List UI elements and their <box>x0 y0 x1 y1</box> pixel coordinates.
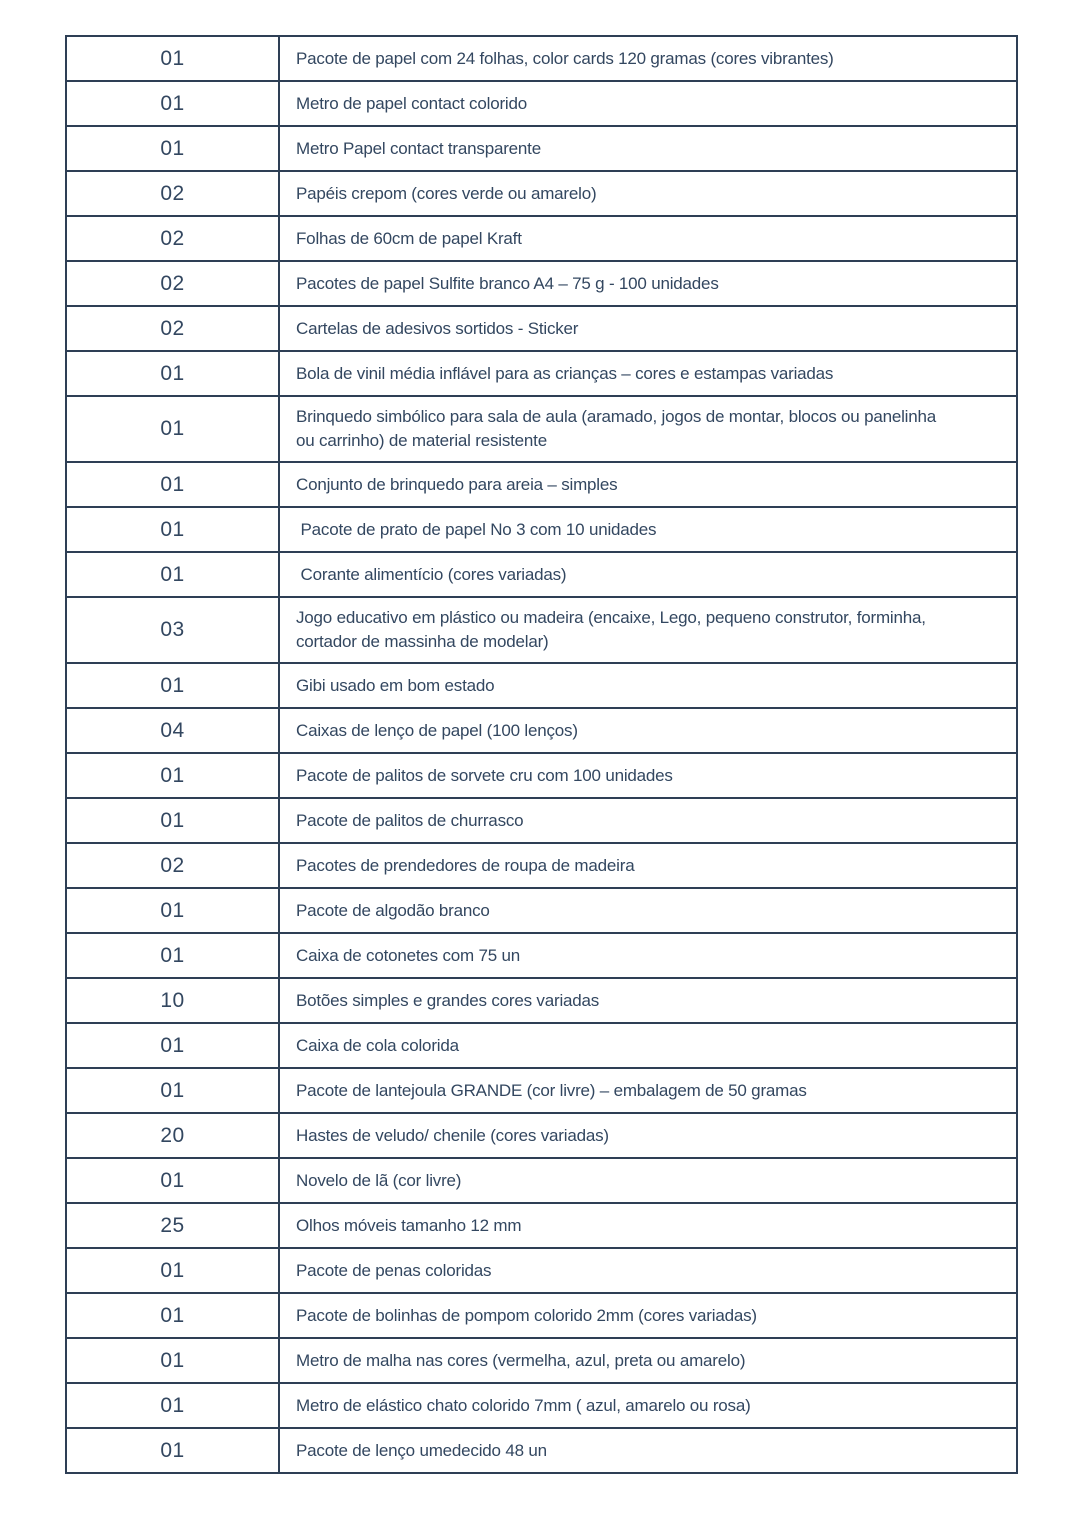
description-text: Hastes de veludo/ chenile (cores variadas) <box>296 1125 609 1145</box>
table-row <box>66 1068 1017 1113</box>
description-text: Pacote de bolinhas de pompom colorido 2mm (cores variadas) <box>296 1305 757 1325</box>
description-text: Novelo de lã (cor livre) <box>296 1170 462 1190</box>
description-text: Pacotes de prendedores de roupa de madeira <box>296 855 635 875</box>
quantity-cell: 10 <box>66 978 279 1023</box>
table-row <box>66 126 1017 171</box>
quantity-cell: 01 <box>66 1338 279 1383</box>
description-text: Caixas de lenço de papel (100 lenços) <box>296 720 578 740</box>
quantity-cell: 01 <box>66 462 279 507</box>
table-row <box>66 1383 1017 1428</box>
description-cell <box>279 552 1017 597</box>
quantity-cell: 01 <box>66 888 279 933</box>
description-cell <box>279 1023 1017 1068</box>
description-cell <box>279 1428 1017 1473</box>
description-cell <box>279 978 1017 1023</box>
description-text: Gibi usado em bom estado <box>296 675 495 695</box>
description-cell <box>279 663 1017 708</box>
description-text: Pacote de lenço umedecido 48 un <box>296 1440 547 1460</box>
quantity-cell: 01 <box>66 1248 279 1293</box>
table-row <box>66 507 1017 552</box>
description-text: Papéis crepom (cores verde ou amarelo) <box>296 183 597 203</box>
description-text: Pacote de palitos de churrasco <box>296 810 524 830</box>
supply-list-table <box>65 35 1018 1474</box>
description-text: Caixa de cola colorida <box>296 1035 459 1055</box>
table-row <box>66 1293 1017 1338</box>
quantity-cell: 01 <box>66 351 279 396</box>
description-cell <box>279 507 1017 552</box>
description-text: Folhas de 60cm de papel Kraft <box>296 228 522 248</box>
table-row <box>66 216 1017 261</box>
supply-list-body <box>66 36 1017 1473</box>
description-text: Bola de vinil média inflável para as crianças – cores e estampas variadas <box>296 363 834 383</box>
quantity-cell: 03 <box>66 597 279 663</box>
description-text: Pacote de papel com 24 folhas, color cards 120 gramas (cores vibrantes) <box>296 48 834 68</box>
description-cell <box>279 1338 1017 1383</box>
quantity-cell: 01 <box>66 1293 279 1338</box>
quantity-cell: 01 <box>66 1428 279 1473</box>
quantity-cell: 01 <box>66 753 279 798</box>
table-row <box>66 888 1017 933</box>
quantity-cell: 01 <box>66 1158 279 1203</box>
description-cell <box>279 306 1017 351</box>
description-cell <box>279 597 1017 663</box>
table-row <box>66 396 1017 462</box>
table-row <box>66 1428 1017 1473</box>
quantity-cell: 02 <box>66 306 279 351</box>
quantity-cell: 01 <box>66 396 279 462</box>
quantity-cell: 20 <box>66 1113 279 1158</box>
description-cell <box>279 708 1017 753</box>
description-cell <box>279 1158 1017 1203</box>
description-cell <box>279 1383 1017 1428</box>
quantity-cell: 04 <box>66 708 279 753</box>
table-row <box>66 462 1017 507</box>
description-text: Pacote de palitos de sorvete cru com 100 unidades <box>296 765 673 785</box>
description-cell <box>279 798 1017 843</box>
quantity-cell: 01 <box>66 36 279 81</box>
table-row <box>66 1338 1017 1383</box>
description-cell <box>279 1203 1017 1248</box>
quantity-cell: 02 <box>66 261 279 306</box>
table-row <box>66 597 1017 663</box>
description-text: Pacote de penas coloridas <box>296 1260 492 1280</box>
quantity-cell: 01 <box>66 1383 279 1428</box>
quantity-cell: 01 <box>66 1068 279 1113</box>
description-text: Metro Papel contact transparente <box>296 138 541 158</box>
description-text: Pacote de lantejoula GRANDE (cor livre) – embalagem de 50 gramas <box>296 1080 807 1100</box>
table-row <box>66 306 1017 351</box>
description-cell <box>279 81 1017 126</box>
description-text: Corante alimentício (cores variadas) <box>296 564 567 584</box>
description-text: Botões simples e grandes cores variadas <box>296 990 600 1010</box>
description-cell <box>279 126 1017 171</box>
description-cell <box>279 933 1017 978</box>
description-text: Cartelas de adesivos sortidos - Sticker <box>296 318 579 338</box>
description-text: Metro de elástico chato colorido 7mm ( azul, amarelo ou rosa) <box>296 1395 751 1415</box>
quantity-cell: 01 <box>66 663 279 708</box>
description-cell <box>279 1293 1017 1338</box>
table-row <box>66 81 1017 126</box>
quantity-cell: 01 <box>66 552 279 597</box>
quantity-cell: 02 <box>66 843 279 888</box>
description-text: Metro de malha nas cores (vermelha, azul, preta ou amarelo) <box>296 1350 746 1370</box>
description-cell <box>279 171 1017 216</box>
quantity-cell: 01 <box>66 798 279 843</box>
description-text: Pacotes de papel Sulfite branco A4 – 75 g - 100 unidades <box>296 273 719 293</box>
quantity-cell: 02 <box>66 216 279 261</box>
description-cell <box>279 396 1017 462</box>
description-text: Jogo educativo em plástico ou madeira (encaixe, Lego, pequeno construtor, forminha, cortador de massinha de modelar) <box>296 608 931 651</box>
quantity-cell: 25 <box>66 1203 279 1248</box>
description-cell <box>279 36 1017 81</box>
table-row <box>66 933 1017 978</box>
table-row <box>66 1113 1017 1158</box>
description-cell <box>279 351 1017 396</box>
table-row <box>66 798 1017 843</box>
description-cell <box>279 1248 1017 1293</box>
description-text: Caixa de cotonetes com 75 un <box>296 945 521 965</box>
description-cell <box>279 261 1017 306</box>
description-text: Conjunto de brinquedo para areia – simples <box>296 474 618 494</box>
table-row <box>66 663 1017 708</box>
table-row <box>66 261 1017 306</box>
table-row <box>66 978 1017 1023</box>
description-cell <box>279 462 1017 507</box>
description-cell <box>279 1068 1017 1113</box>
table-row <box>66 1158 1017 1203</box>
description-cell <box>279 753 1017 798</box>
quantity-cell: 01 <box>66 126 279 171</box>
description-cell <box>279 843 1017 888</box>
quantity-cell: 01 <box>66 81 279 126</box>
table-row <box>66 708 1017 753</box>
table-row <box>66 171 1017 216</box>
quantity-cell: 01 <box>66 507 279 552</box>
description-text: Metro de papel contact colorido <box>296 93 527 113</box>
table-row <box>66 1203 1017 1248</box>
table-row <box>66 552 1017 597</box>
table-row <box>66 843 1017 888</box>
quantity-cell: 01 <box>66 1023 279 1068</box>
description-text: Pacote de algodão branco <box>296 900 490 920</box>
description-text: Pacote de prato de papel No 3 com 10 unidades <box>296 519 657 539</box>
description-cell <box>279 888 1017 933</box>
quantity-cell: 01 <box>66 933 279 978</box>
table-row <box>66 1248 1017 1293</box>
table-row <box>66 351 1017 396</box>
table-row <box>66 36 1017 81</box>
quantity-cell: 02 <box>66 171 279 216</box>
description-cell <box>279 1113 1017 1158</box>
description-text: Olhos móveis tamanho 12 mm <box>296 1215 522 1235</box>
table-row <box>66 1023 1017 1068</box>
description-cell <box>279 216 1017 261</box>
description-text: Brinquedo simbólico para sala de aula (aramado, jogos de montar, blocos ou panelinha ou carrinho) de material resistente <box>296 407 941 450</box>
table-row <box>66 753 1017 798</box>
